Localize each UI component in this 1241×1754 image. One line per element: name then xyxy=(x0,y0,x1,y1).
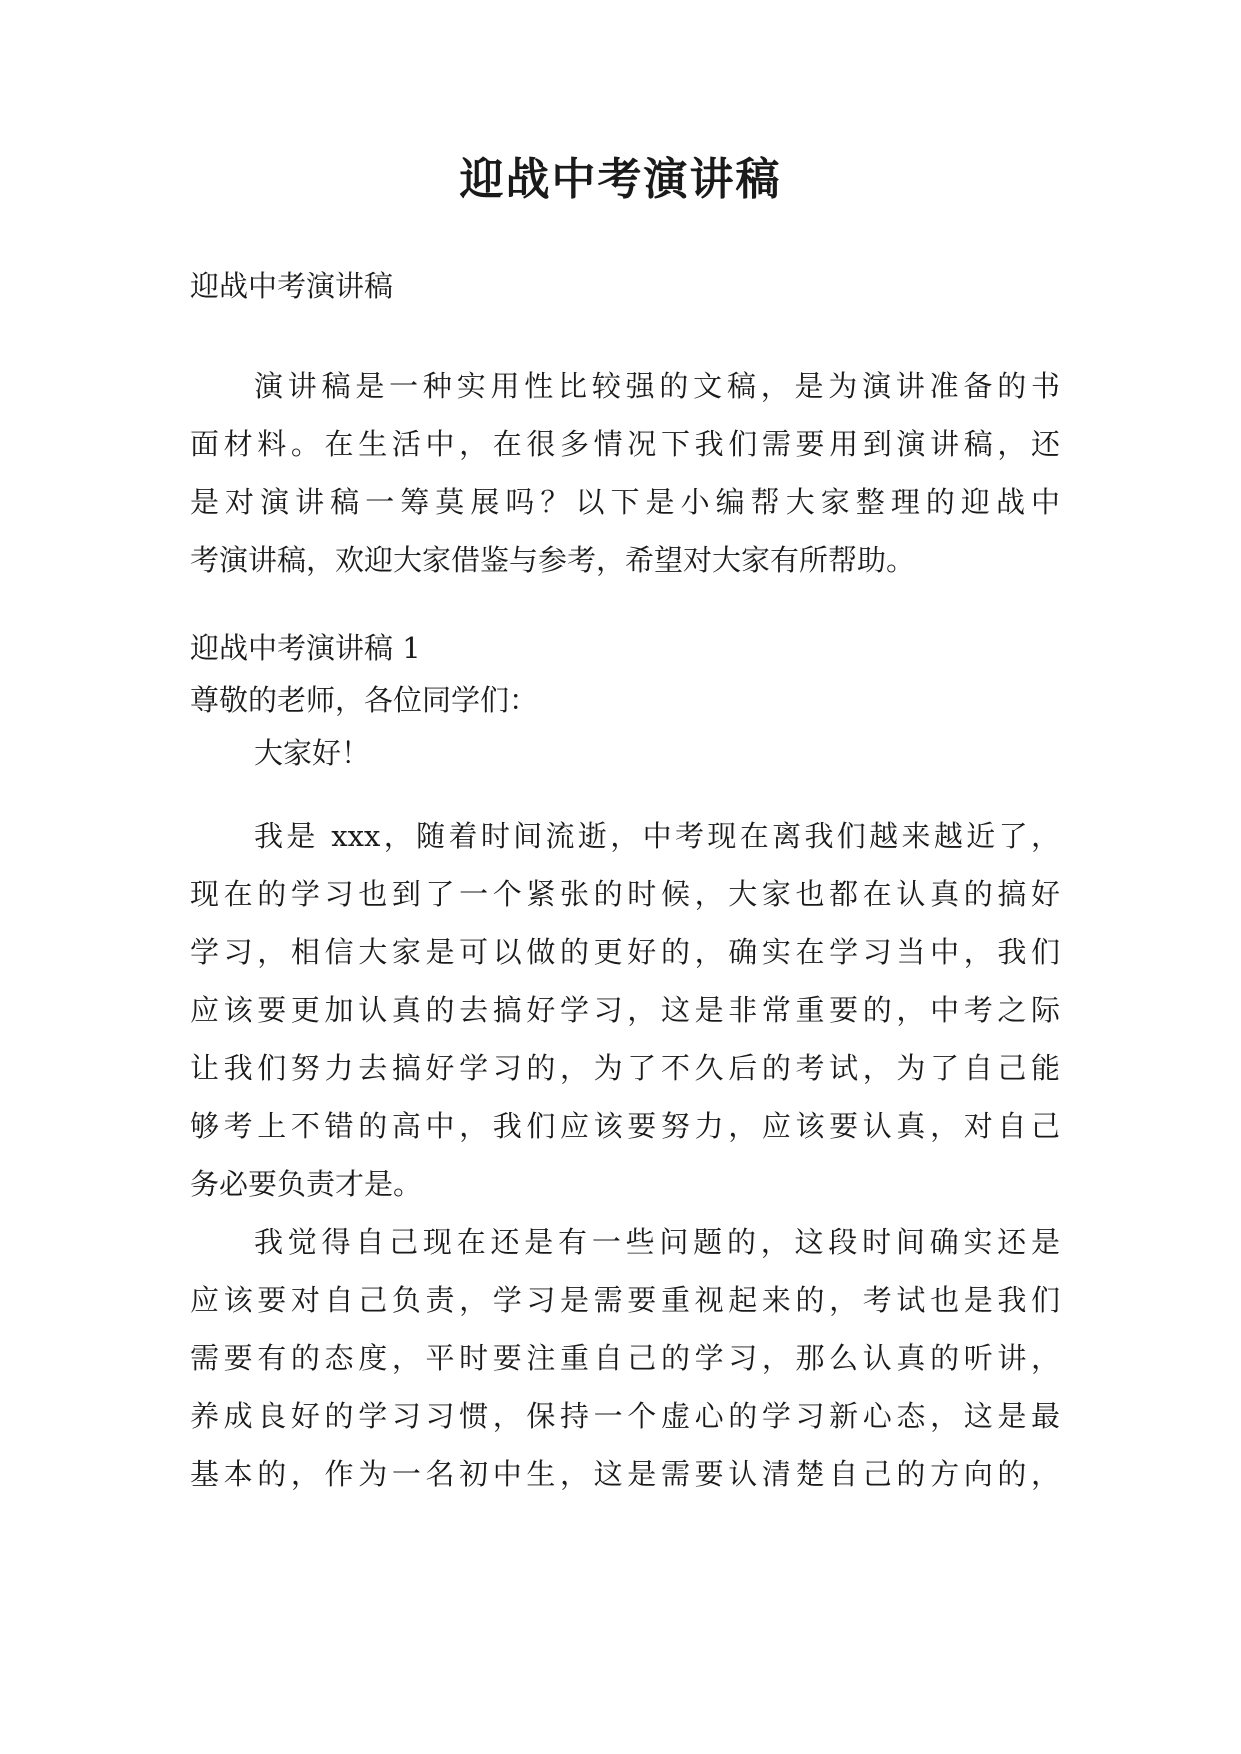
paragraph-line: 够考上不错的高中，我们应该要努力，应该要认真，对自己 xyxy=(190,1109,1060,1143)
paragraph-line: 应该要更加认真的去搞好学习，这是非常重要的，中考之际 xyxy=(190,993,1060,1027)
paragraph-line: 应该要对自己负责，学习是需要重视起来的，考试也是我们 xyxy=(190,1283,1060,1317)
document-subtitle: 迎战中考演讲稿 xyxy=(190,269,394,303)
intro-line: 面材料。在生活中，在很多情况下我们需要用到演讲稿，还 xyxy=(190,427,1060,461)
body-paragraph-1 xyxy=(190,807,1060,1213)
greeting: 大家好！ xyxy=(254,736,371,770)
salutation: 尊敬的老师，各位同学们： xyxy=(190,683,539,717)
paragraph-line: 让我们努力去搞好学习的，为了不久后的考试，为了自己能 xyxy=(190,1051,1060,1085)
paragraph-line: 需要有的态度，平时要注重自己的学习，那么认真的听讲， xyxy=(190,1341,1060,1375)
intro-paragraph xyxy=(190,357,1060,589)
paragraph-line: 基本的，作为一名初中生，这是需要认清楚自己的方向的， xyxy=(190,1457,1060,1491)
document-title: 迎战中考演讲稿 xyxy=(459,154,782,205)
paragraph-line: 务必要负责才是。 xyxy=(190,1167,423,1201)
intro-line: 是对演讲稿一筹莫展吗？以下是小编帮大家整理的迎战中 xyxy=(190,485,1060,519)
paragraph-line: 我觉得自己现在还是有一些问题的，这段时间确实还是 xyxy=(254,1225,1060,1259)
body-paragraph-2 xyxy=(190,1213,1060,1503)
paragraph-line: 我是 xxx，随着时间流逝，中考现在离我们越来越近了， xyxy=(254,819,1060,853)
section-heading: 迎战中考演讲稿 1 xyxy=(190,631,421,665)
paragraph-line: 现在的学习也到了一个紧张的时候，大家也都在认真的搞好 xyxy=(190,877,1060,911)
paragraph-line: 学习，相信大家是可以做的更好的，确实在学习当中，我们 xyxy=(190,935,1060,969)
intro-line: 考演讲稿，欢迎大家借鉴与参考，希望对大家有所帮助。 xyxy=(190,543,916,577)
paragraph-line: 养成良好的学习习惯，保持一个虚心的学习新心态，这是最 xyxy=(190,1399,1060,1433)
intro-line: 演讲稿是一种实用性比较强的文稿，是为演讲准备的书 xyxy=(254,369,1060,403)
